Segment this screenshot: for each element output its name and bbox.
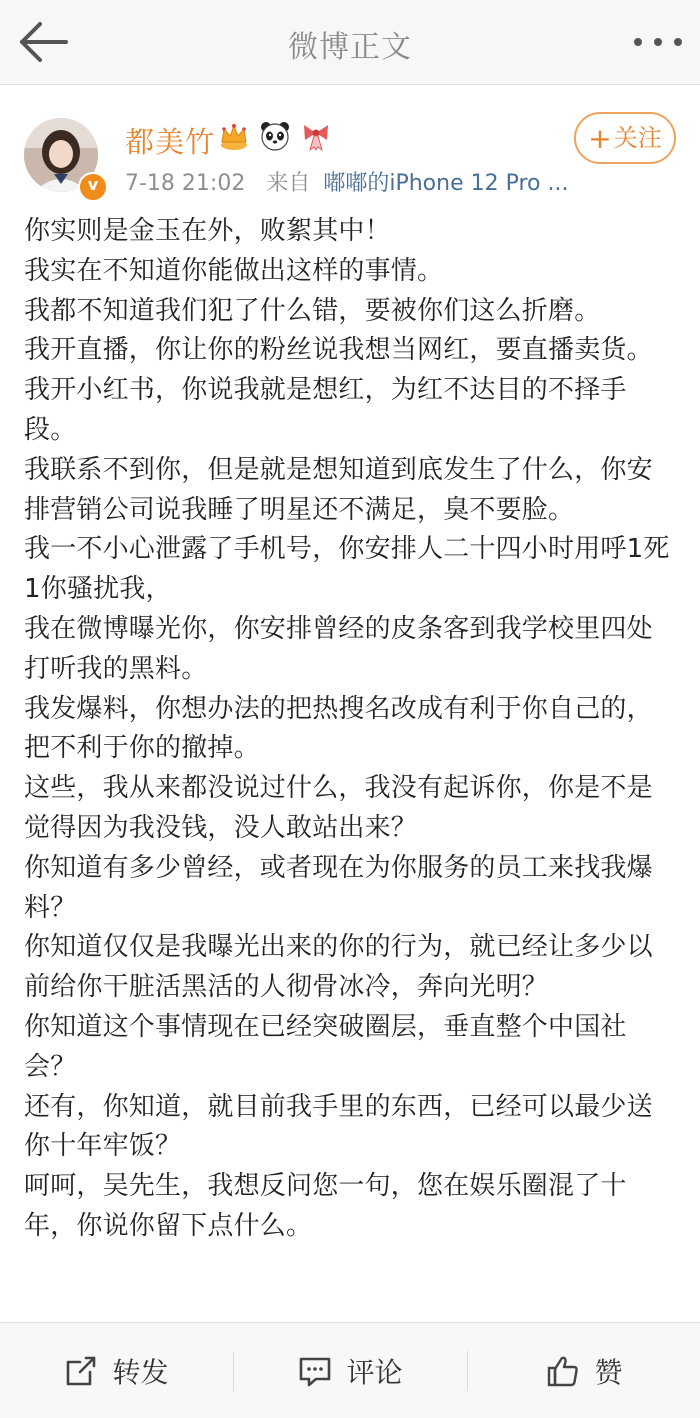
source-prefix: 来自: [266, 171, 311, 196]
bow-icon[interactable]: [300, 120, 332, 152]
post-paragraph: 你知道这个事情现在已经突破圈层，垂直整个中国社会？: [24, 1011, 627, 1082]
post-paragraph: 我联系不到你，但是就是想知道到底发生了什么，你安排营销公司说我睡了明星还不满足，臭不要脸。: [24, 454, 653, 525]
post-paragraph: 我在微博曝光你，你安排曾经的皮条客到我学校里四处打听我的黑料。: [24, 613, 653, 684]
post-paragraph: 我实在不知道你能做出这样的事情。: [24, 255, 444, 286]
post-time: 7-18 21:02: [125, 171, 246, 196]
comment-icon: [298, 1354, 332, 1388]
like-button[interactable]: [468, 1323, 700, 1418]
post-source[interactable]: 嘟嘟的iPhone 12 Pro ...: [323, 171, 569, 196]
panda-icon[interactable]: [259, 120, 291, 152]
username[interactable]: 都美竹: [125, 125, 216, 159]
post-paragraph: 呵呵，吴先生，我想反问您一句，您在娱乐圈混了十年，你说你留下点什么。: [24, 1171, 627, 1241]
follow-button[interactable]: [574, 112, 676, 164]
like-label: 赞: [594, 1356, 623, 1389]
post-paragraph: 我一不小心泄露了手机号，你安排人二十四小时用呼1死1你骚扰我，: [24, 534, 670, 605]
post-paragraph: 你知道仅仅是我曝光出来的你的行为，就已经让多少以前给你干脏活黑活的人彻骨冰冷，奔向光明？: [24, 932, 653, 1003]
verified-badge: v: [78, 172, 108, 202]
page-title: 微博正文: [288, 30, 412, 65]
post-paragraph: 你实则是金玉在外，败絮其中！: [24, 216, 391, 246]
post-paragraph: 还有，你知道，就目前我手里的东西，已经可以最少送你十年牢饭？: [24, 1091, 653, 1162]
post-paragraph: 你知道有多少曾经，或者现在为你服务的员工来找我爆料？: [24, 852, 653, 923]
more-dots-icon: [630, 26, 686, 58]
comment-label: 评论: [346, 1356, 403, 1389]
comment-button[interactable]: [234, 1323, 467, 1418]
repost-icon: [64, 1354, 98, 1388]
post-paragraph: 我开直播，你让你的粉丝说我想当网红，要直播卖货。: [24, 335, 653, 366]
repost-label: 转发: [112, 1356, 169, 1389]
follow-label: 关注: [613, 124, 662, 152]
post-paragraph: 我发爆料，你想办法的把热搜名改成有利于你自己的，把不利于你的撤掉。: [24, 693, 653, 764]
more-button[interactable]: [630, 26, 686, 58]
top-nav-bar: [0, 0, 700, 85]
repost-button[interactable]: [0, 1323, 233, 1418]
plus-icon: +: [588, 122, 612, 155]
post-paragraph: 我都不知道我们犯了什么错，要被你们这么折磨。: [24, 295, 601, 326]
post-paragraph: 这些，我从来都没说过什么，我没有起诉你，你是不是觉得因为我没钱，没人敢站出来？: [24, 773, 653, 843]
crown-icon[interactable]: [218, 120, 250, 152]
user-badges: [218, 120, 336, 154]
post-header: [0, 100, 700, 200]
post-content: [24, 212, 674, 1247]
post-paragraph: 我开小红书，你说我就是想红，为红不达目的不择手段。: [24, 375, 627, 445]
post-meta: [125, 166, 568, 197]
bottom-toolbar: [0, 1322, 700, 1418]
thumbs-up-icon: [546, 1354, 580, 1388]
